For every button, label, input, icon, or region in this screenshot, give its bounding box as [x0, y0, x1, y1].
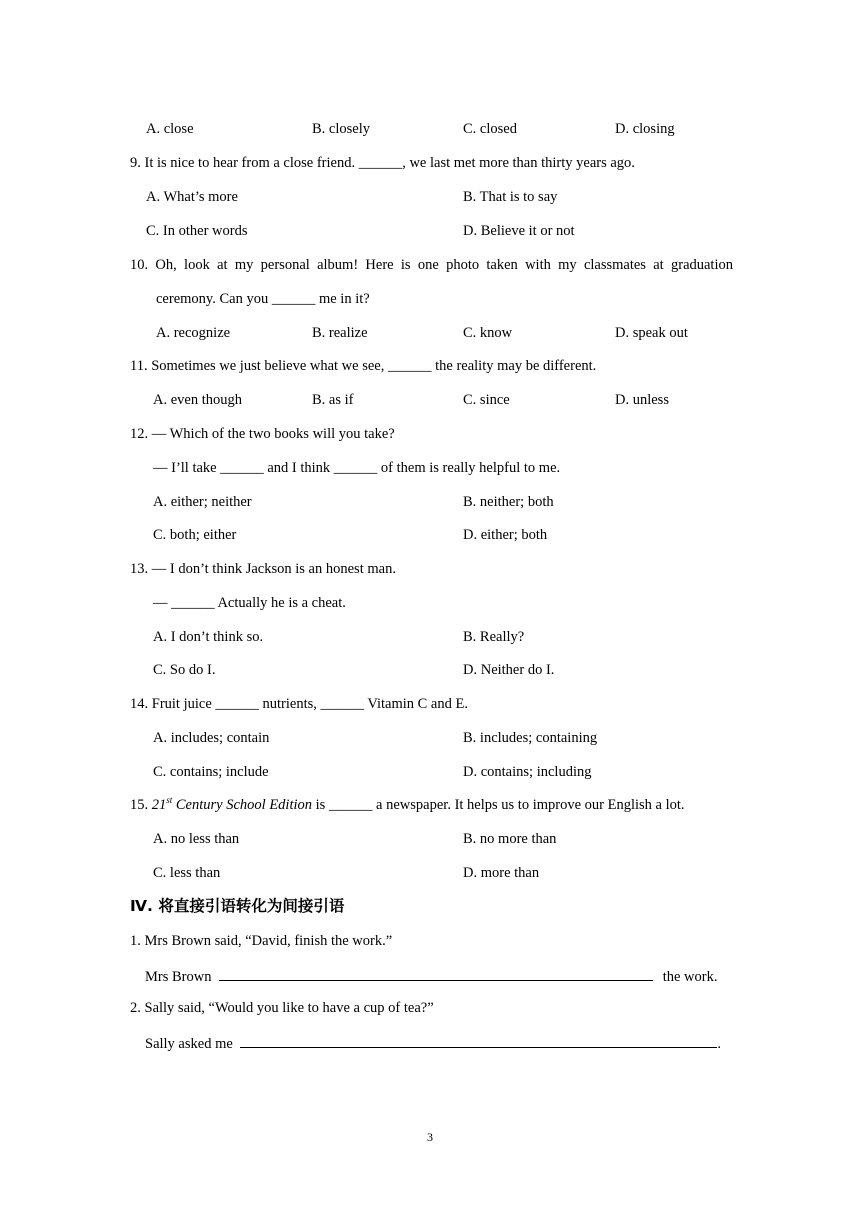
q10-stem-line2: ceremony. Can you ______ me in it? [156, 291, 370, 307]
q13-option-c: C. So do I. [153, 662, 216, 678]
q12-option-c: C. both; either [153, 527, 237, 543]
q12-stem-line1: 12. — Which of the two books will you take? [130, 426, 395, 442]
q15-option-a: A. no less than [153, 831, 240, 847]
answer1-suffix: the work. [662, 969, 718, 985]
q9-option-d: D. Believe it or not [463, 223, 575, 239]
q15-newspaper-title: 21st Century School Edition [151, 795, 313, 813]
section-4-heading: Ⅳ. 将直接引语转化为间接引语 [130, 897, 345, 915]
q15-option-d: D. more than [463, 865, 540, 881]
answer2-prefix: Sally asked me [145, 1036, 233, 1052]
q14-option-d: D. contains; including [463, 764, 592, 780]
q11-option-c: C. since [463, 392, 510, 408]
q14-stem: 14. Fruit juice ______ nutrients, ______ Vitamin C and E. [130, 696, 468, 712]
page-number: 3 [427, 1130, 433, 1144]
q10-option-a: A. recognize [156, 325, 231, 341]
answer1-prefix: Mrs Brown [145, 969, 212, 985]
q10-option-b: B. realize [312, 325, 368, 341]
q8-option-c: C. closed [463, 121, 517, 137]
q13-stem-line2: — ______ Actually he is a cheat. [153, 595, 346, 611]
q15-stem [130, 796, 685, 814]
q13-option-a: A. I don’t think so. [153, 629, 264, 645]
q14-option-c: C. contains; include [153, 764, 269, 780]
q9-option-b: B. That is to say [463, 189, 558, 205]
reported-speech-a1 [145, 966, 717, 986]
reported-speech-a2 [145, 1033, 721, 1053]
q15-number: 15. [130, 797, 149, 813]
q14-option-a: A. includes; contain [153, 730, 270, 746]
q12-option-d: D. either; both [463, 527, 548, 543]
q8-option-a: A. close [146, 121, 194, 137]
q9-stem: 9. It is nice to hear from a close friend. ______, we last met more than thirty years ago. [130, 155, 635, 171]
q9-option-c: C. In other words [146, 223, 248, 239]
q14-option-b: B. includes; containing [463, 730, 598, 746]
q13-stem-line1: 13. — I don’t think Jackson is an honest man. [130, 561, 396, 577]
answer2-blank[interactable] [240, 1033, 717, 1048]
q10-option-c: C. know [463, 325, 513, 341]
q12-stem-line2: — I’ll take ______ and I think ______ of them is really helpful to me. [153, 460, 561, 476]
q8-option-d: D. closing [615, 121, 675, 137]
q12-option-b: B. neither; both [463, 494, 554, 510]
reported-speech-q1: 1. Mrs Brown said, “David, finish the work.” [130, 933, 393, 949]
q10-stem-line1: 10. Oh, look at my personal album! Here is one photo taken with my classmates at graduation [130, 257, 733, 273]
q13-option-b: B. Really? [463, 629, 525, 645]
answer1-blank[interactable] [219, 966, 653, 981]
q15-option-b: B. no more than [463, 831, 557, 847]
answer2-suffix: . [717, 1036, 722, 1052]
q11-stem: 11. Sometimes we just believe what we see, ______ the reality may be different. [130, 358, 597, 374]
q11-option-d: D. unless [615, 392, 669, 408]
q15-option-c: C. less than [153, 865, 221, 881]
q9-option-a: A. What’s more [146, 189, 238, 205]
q10-option-d: D. speak out [615, 325, 688, 341]
q12-option-a: A. either; neither [153, 494, 252, 510]
q11-option-b: B. as if [312, 392, 354, 408]
reported-speech-q2: 2. Sally said, “Would you like to have a cup of tea?” [130, 1000, 434, 1016]
q13-option-d: D. Neither do I. [463, 662, 555, 678]
q8-option-b: B. closely [312, 121, 370, 137]
q15-stem-rest: is ______ a newspaper. It helps us to improve our English a lot. [312, 797, 685, 813]
q11-option-a: A. even though [153, 392, 242, 408]
